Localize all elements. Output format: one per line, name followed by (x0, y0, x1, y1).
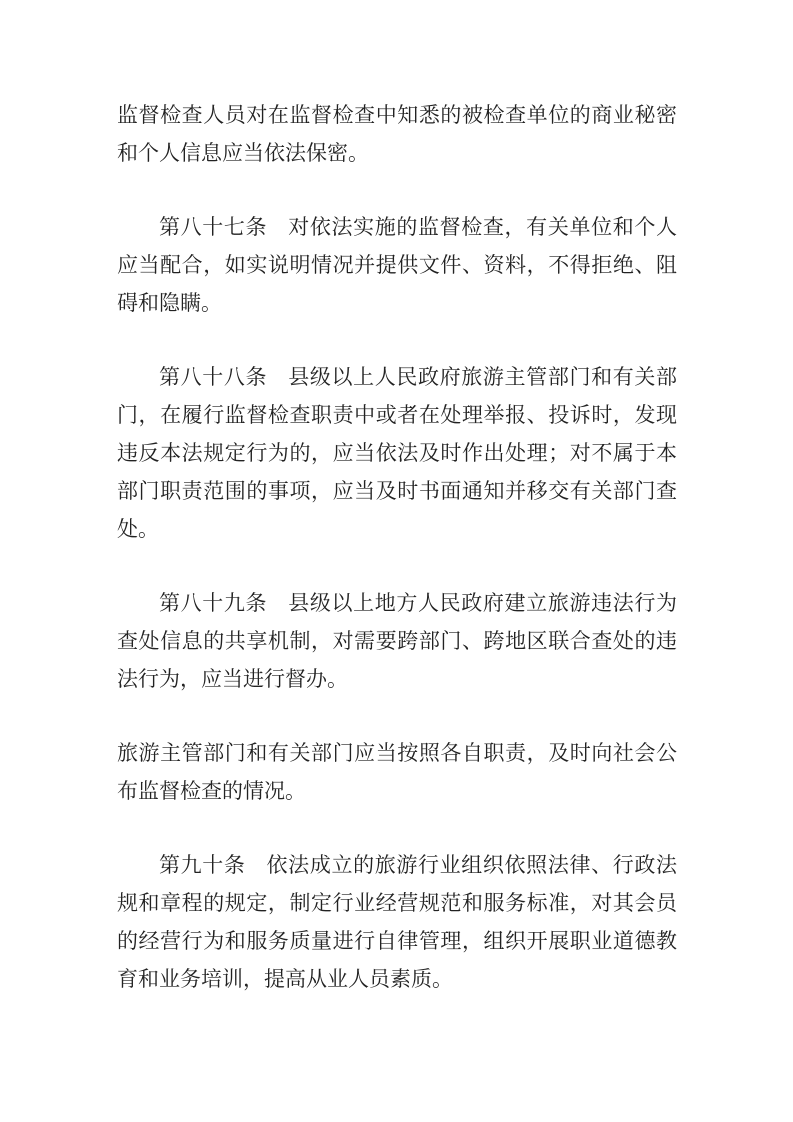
article-number: 第八十九条 (159, 591, 268, 615)
document-page (117, 96, 677, 998)
article-number: 第九十条 (159, 853, 246, 877)
article-text: 县级以上人民政府旅游主管部门和有关部门，在履行监督检查职责中或者在处理举报、投诉时，发现违反本法规定行为的，应当依法及时作出处理；对不属于本部门职责范围的事项，应当及时书面通知并移交有关部门查处。 (117, 365, 678, 541)
article-90 (117, 846, 677, 998)
article-88 (117, 358, 677, 548)
article-number: 第八十八条 (159, 365, 268, 389)
paragraph-confidentiality (117, 96, 677, 172)
article-87 (117, 208, 677, 322)
article-89 (117, 584, 677, 698)
article-text: 对依法实施的监督检查，有关单位和个人应当配合，如实说明情况并提供文件、资料，不得拒绝、阻碍和隐瞒。 (117, 215, 678, 315)
paragraph-text: 旅游主管部门和有关部门应当按照各自职责，及时向社会公布监督检查的情况。 (117, 741, 677, 803)
article-text: 县级以上地方人民政府建立旅游违法行为查处信息的共享机制，对需要跨部门、跨地区联合查处的违法行为，应当进行督办。 (117, 591, 678, 691)
paragraph-text: 监督检查人员对在监督检查中知悉的被检查单位的商业秘密和个人信息应当依法保密。 (117, 103, 677, 165)
paragraph-publication (117, 734, 677, 810)
article-text: 依法成立的旅游行业组织依照法律、行政法规和章程的规定，制定行业经营规范和服务标准，对其会员的经营行为和服务质量进行自律管理，组织开展职业道德教育和业务培训，提高从业人员素质。 (117, 853, 677, 991)
article-number: 第八十七条 (159, 215, 268, 239)
